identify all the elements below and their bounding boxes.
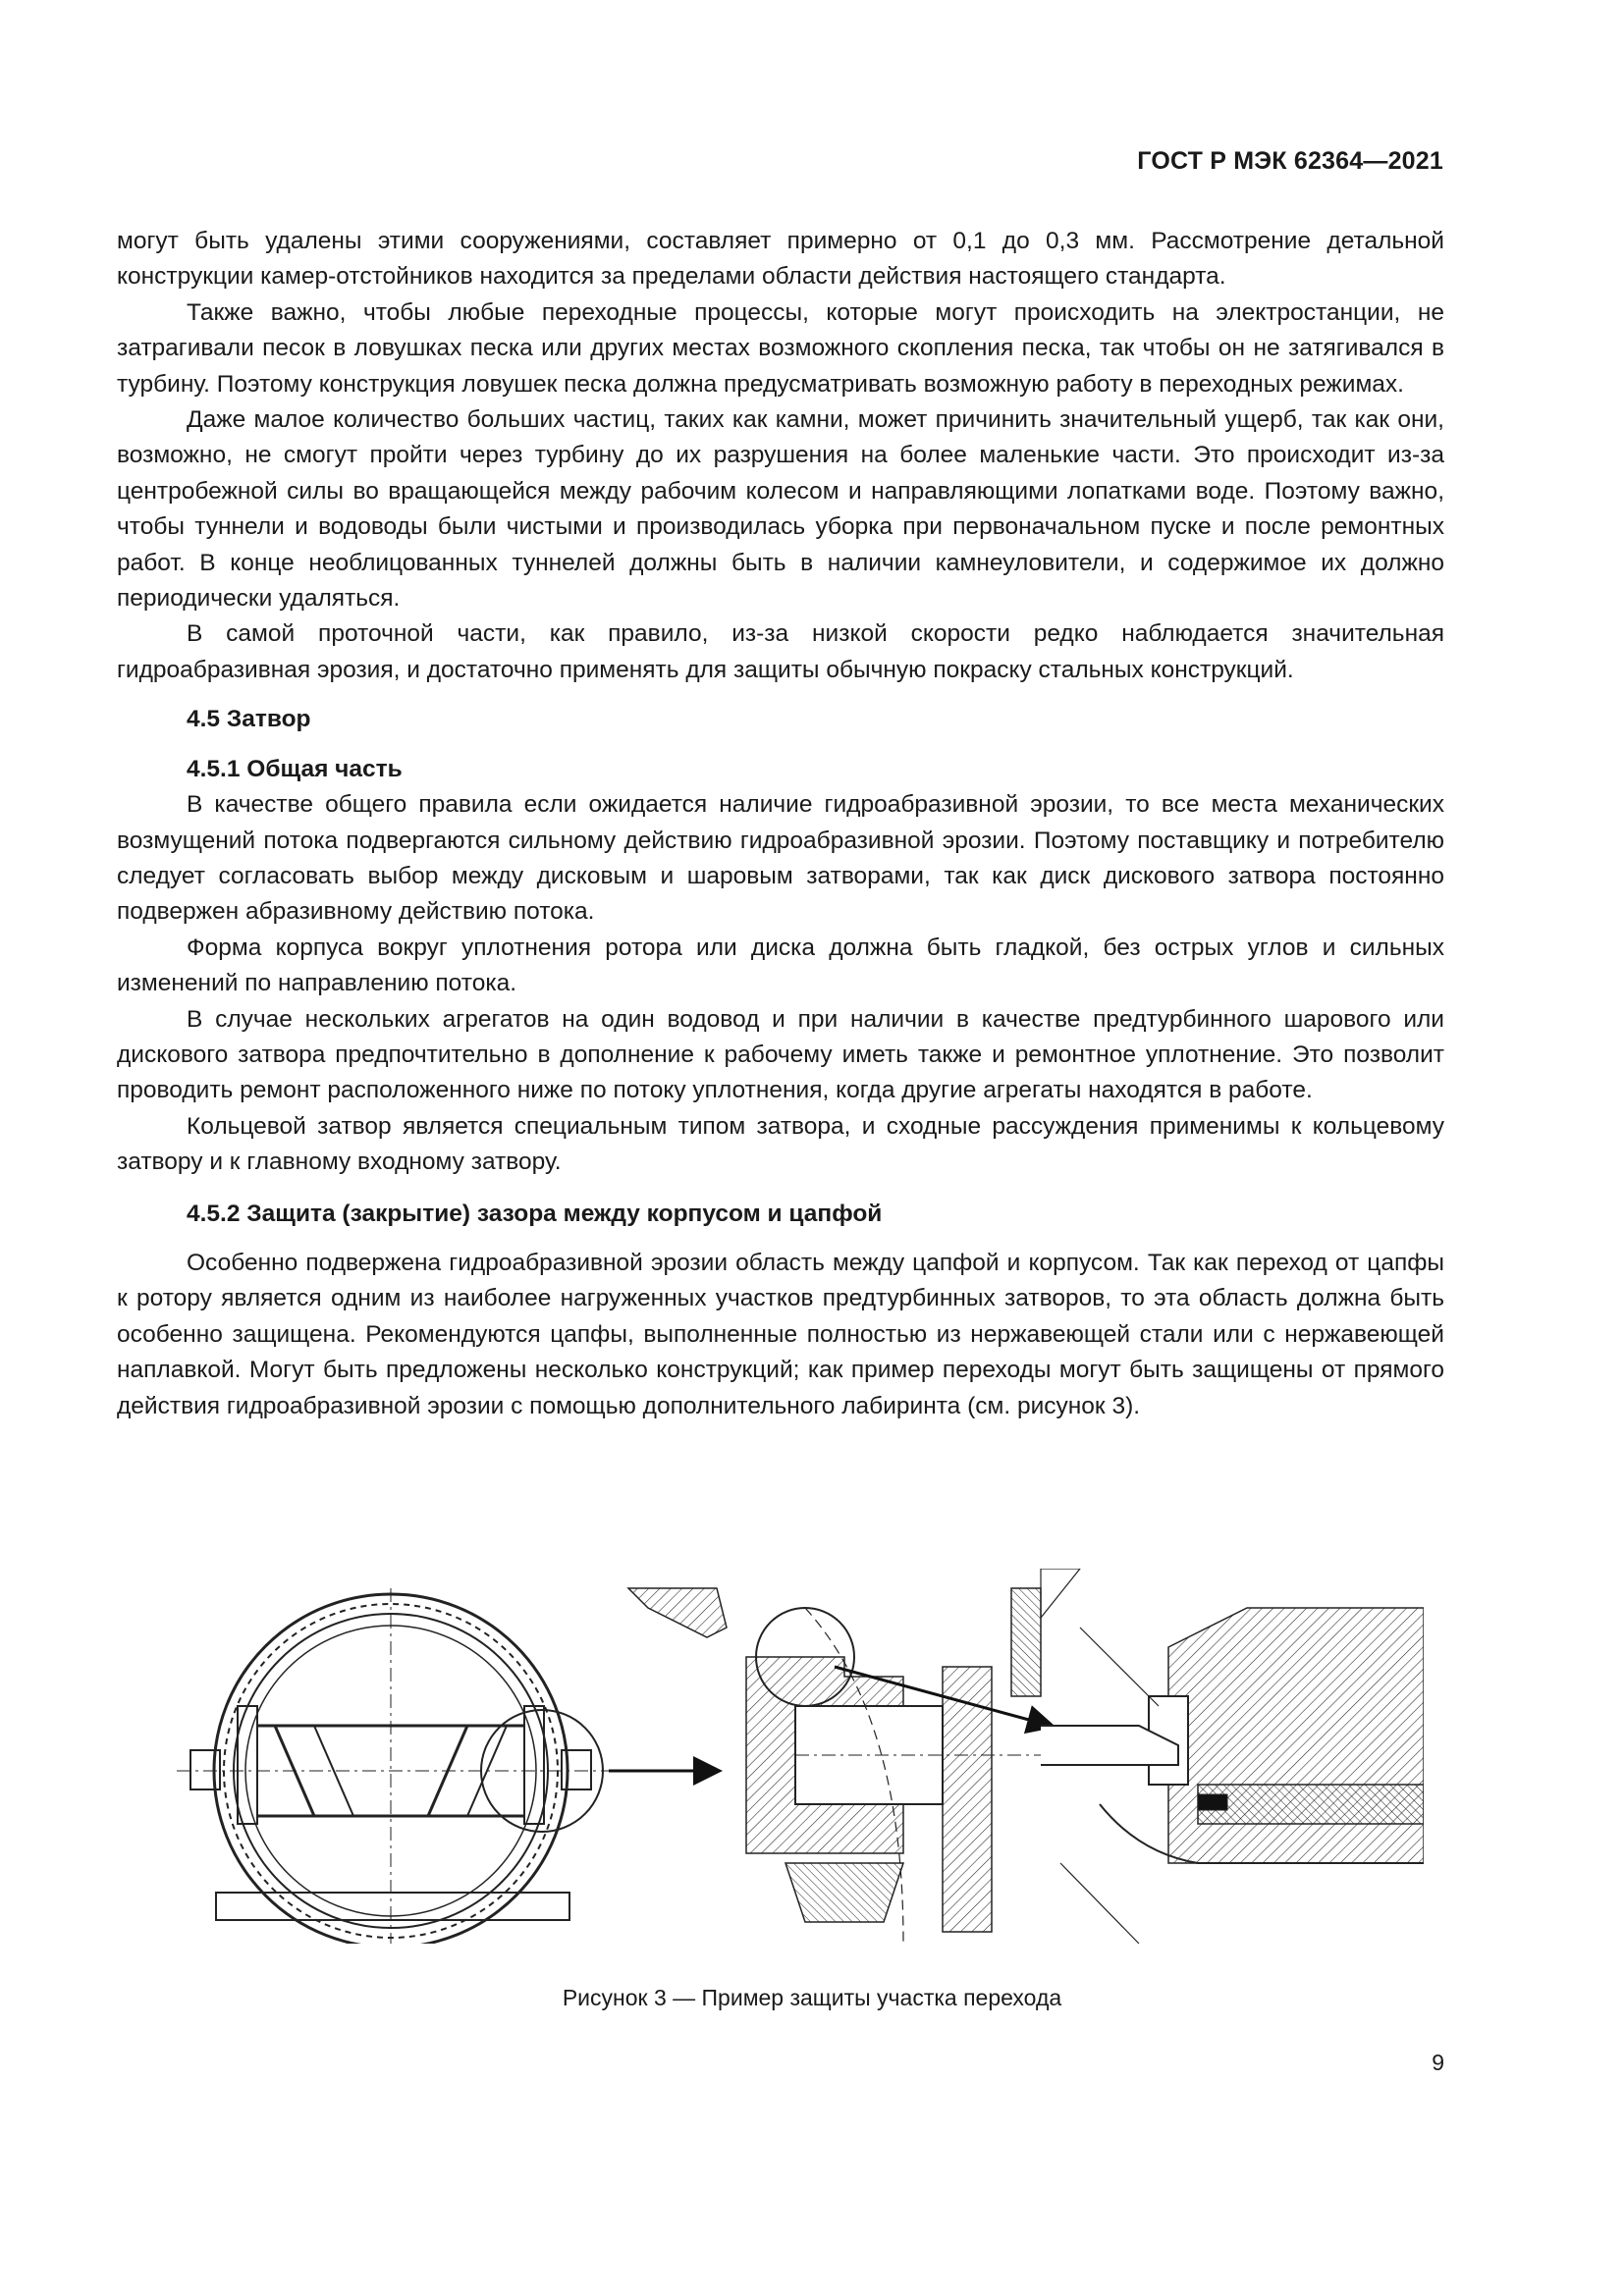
section-detail-view (628, 1588, 1041, 1942)
paragraph: Также важно, чтобы любые переходные процессы, которые могут происходить на электростанции, не затрагивали песок в ловушках песка или других местах возможного скопления песка, так чтобы он не затягивался в турбину. Поэтому конструкция ловушек песка должна предусматривать возможную работу в переходных режимах. (117, 298, 1444, 398)
paragraph: В случае нескольких агрегатов на один водовод и при наличии в качестве предтурбинного шарового или дискового затвора предпочтительно в дополнение к рабочему иметь также и ремонтное уплотнение. Это позволит проводить ремонт расположенного ниже по потоку уплотнения, когда другие агрегаты находятся в работе. (117, 1005, 1444, 1104)
paragraph: Даже малое количество больших частиц, таких как камни, может причинить значительный ущерб, так как они, возможно, не смогут пройти через турбину до их разрушения на более маленькие части. Это происходит из-за центробежной силы во вращающейся между рабочим колесом и направляющими лопатками воде. Поэтому важно, чтобы туннели и водоводы были чистыми и производилась уборка при первоначальном пуске и после ремонтных работ. В конце необлицованных туннелей должны быть в наличии камнеуловители, и содержимое их должно периодически удаляться. (117, 406, 1444, 613)
paragraph: Форма корпуса вокруг уплотнения ротора или диска должна быть гладкой, без острых углов и сильных изменений по направлению потока. (117, 934, 1444, 997)
labyrinth-detail-view (1041, 1569, 1424, 1944)
section-heading-4-5-2: 4.5.2 Защита (закрытие) зазора между корпусом и цапфой (187, 1200, 883, 1227)
document-standard-header: ГОСТ Р МЭК 62364—2021 (1137, 147, 1443, 175)
document-body (117, 224, 1444, 1424)
page-number: 9 (1432, 2050, 1444, 2075)
section-heading-4-5-1: 4.5.1 Общая часть (187, 755, 403, 782)
paragraph: Особенно подвержена гидроабразивной эрозии область между цапфой и корпусом. Так как переход от цапфы к ротору является одним из наиболее нагруженных участков предтурбинных затворов, то эта область должна быть особенно защищена. Рекомендуются цапфы, выполненные полностью из нержавеющей стали или с нержавеющей наплавкой. Могут быть предложены несколько конструкций; как пример переходы могут быть защищены от прямого действия гидроабразивной эрозии с помощью дополнительного лабиринта (см. рисунок 3). (117, 1249, 1444, 1419)
figure-caption: Рисунок 3 — Пример защиты участка перехода (562, 1985, 1062, 2010)
paragraph: могут быть удалены этими сооружениями, составляет примерно от 0,1 до 0,3 мм. Рассмотрение детальной конструкции камер-отстойников находится за пределами области действия настоящего стандарта. (117, 228, 1444, 291)
section-heading-4-5: 4.5 Затвор (187, 706, 311, 733)
valve-front-view (177, 1588, 609, 1944)
paragraph: Кольцевой затвор является специальным типом затвора, и сходные рассуждения применимы к кольцевому затвору и к главному входному затвору. (117, 1112, 1444, 1176)
paragraph: В качестве общего правила если ожидается наличие гидроабразивной эрозии, то все места механических возмущений потока подвергаются сильному действию гидроабразивной эрозии. Поэтому поставщику и потребителю следует согласовать выбор между дисковым и шаровым затворами, так как диск дискового затвора постоянно подвержен абразивному действию потока. (117, 791, 1444, 926)
paragraph: В самой проточной части, как правило, из-за низкой скорости редко наблюдается значительная гидроабразивная эрозия, и достаточно применять для защиты обычную покраску стальных конструкций. (117, 620, 1444, 683)
figure-3-valve-drawing (157, 1569, 1424, 1944)
